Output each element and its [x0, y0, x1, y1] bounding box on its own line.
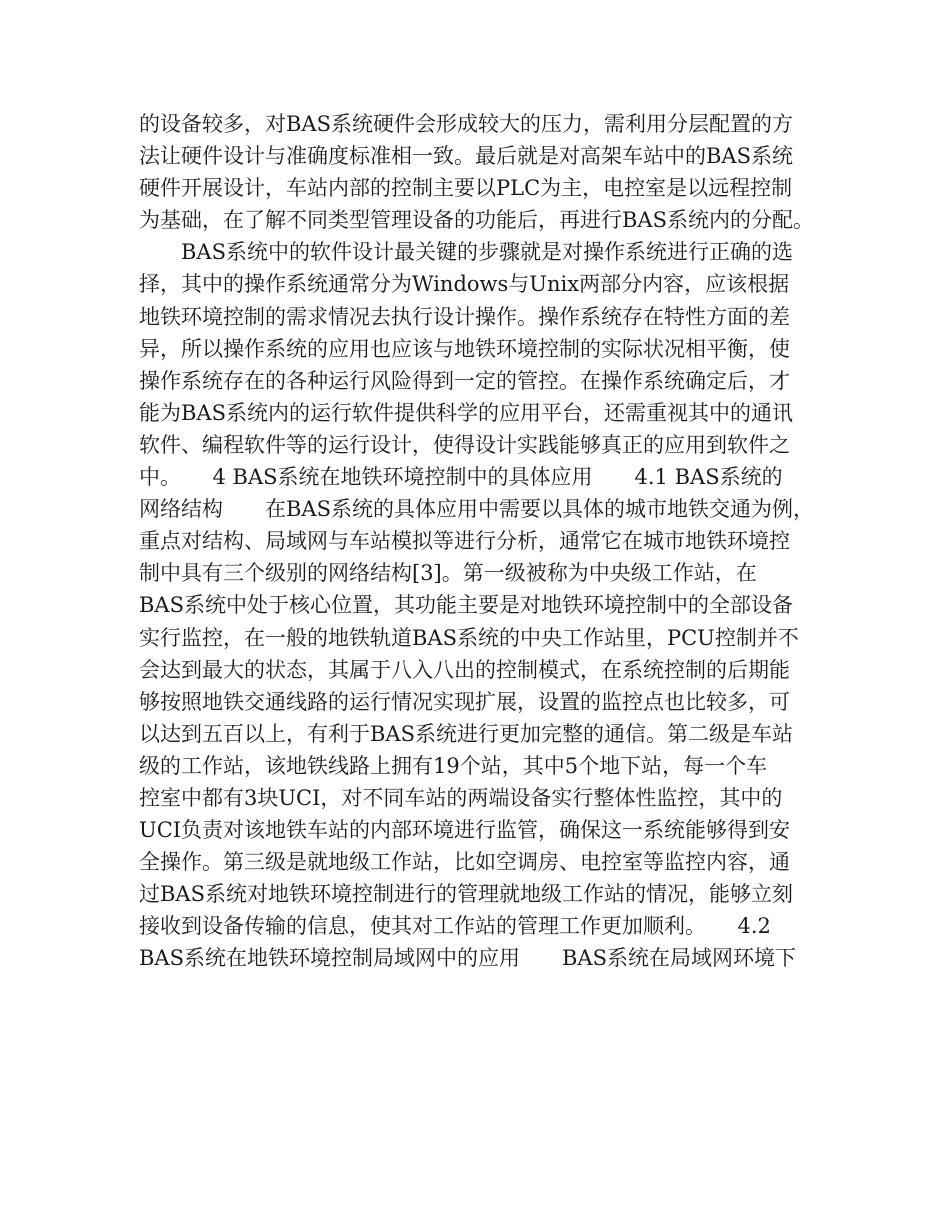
text-line: 法让硬件设计与准确度标准相一致。最后就是对高架车站中的BAS系统 — [139, 144, 793, 169]
text-line: 为基础，在了解不同类型管理设备的功能后，再进行BAS系统内的分配。 — [139, 208, 814, 233]
text-line: 硬件开展设计，车站内部的控制主要以PLC为主，电控室是以远程控制 — [139, 176, 793, 201]
text-line: 中。 4 BAS系统在地铁环境控制中的具体应用 4.1 BAS系统的 — [139, 465, 783, 490]
text-line: 实行监控，在一般的地铁轨道BAS系统的中央工作站里，PCU控制并不 — [139, 625, 799, 650]
text-line: 会达到最大的状态，其属于八入八出的控制模式，在系统控制的后期能 — [139, 657, 790, 682]
text-line: 软件、编程软件等的运行设计，使得设计实践能够真正的应用到软件之 — [139, 432, 790, 457]
text-line: 操作系统存在的各种运行风险得到一定的管控。在操作系统确定后，才 — [139, 368, 790, 393]
text-line: 够按照地铁交通线路的运行情况实现扩展，设置的监控点也比较多，可 — [139, 689, 790, 714]
text-line: BAS系统中处于核心位置，其功能主要是对地铁环境控制中的全部设备 — [139, 593, 793, 618]
text-line: 接收到设备传输的信息，使其对工作站的管理工作更加顺利。 4.2 — [139, 914, 771, 939]
text-line: 过BAS系统对地铁环境控制进行的管理就地级工作站的情况，能够立刻 — [139, 882, 793, 907]
text-line: BAS系统在地铁环境控制局域网中的应用 BAS系统在局域网环境下 — [139, 946, 796, 971]
text-line: 能为BAS系统内的运行软件提供科学的应用平台，还需重视其中的通讯 — [139, 400, 793, 425]
body-text — [139, 108, 819, 975]
text-line: 控室中都有3块UCI，对不同车站的两端设备实行整体性监控，其中的 — [139, 785, 783, 810]
text-line: BAS系统中的软件设计最关键的步骤就是对操作系统进行正确的选 — [139, 240, 793, 265]
text-line: 制中具有三个级别的网络结构[3]。第一级被称为中央级工作站，在 — [139, 561, 757, 586]
text-line: 以达到五百以上，有利于BAS系统进行更加完整的通信。第二级是车站 — [139, 721, 793, 746]
text-line: 择，其中的操作系统通常分为Windows与Unix两部分内容，应该根据 — [139, 272, 790, 297]
text-line: 异，所以操作系统的应用也应该与地铁环境控制的实际状况相平衡，使 — [139, 336, 790, 361]
text-line: 网络结构 在BAS系统的具体应用中需要以具体的城市地铁交通为例， — [139, 497, 814, 522]
text-line: UCI负责对该地铁车站的内部环境进行监管，确保这一系统能够得到安 — [139, 818, 791, 843]
text-line: 的设备较多，对BAS系统硬件会形成较大的压力，需利用分层配置的方 — [139, 112, 793, 136]
text-line: 地铁环境控制的需求情况去执行设计操作。操作系统存在特性方面的差 — [139, 304, 790, 329]
text-line: 级的工作站，该地铁线路上拥有19个站，其中5个地下站，每一个车 — [139, 753, 768, 778]
text-line: 全操作。第三级是就地级工作站，比如空调房、电控室等监控内容，通 — [139, 850, 790, 875]
text-line: 重点对结构、局域网与车站模拟等进行分析，通常它在城市地铁环境控 — [139, 529, 790, 554]
